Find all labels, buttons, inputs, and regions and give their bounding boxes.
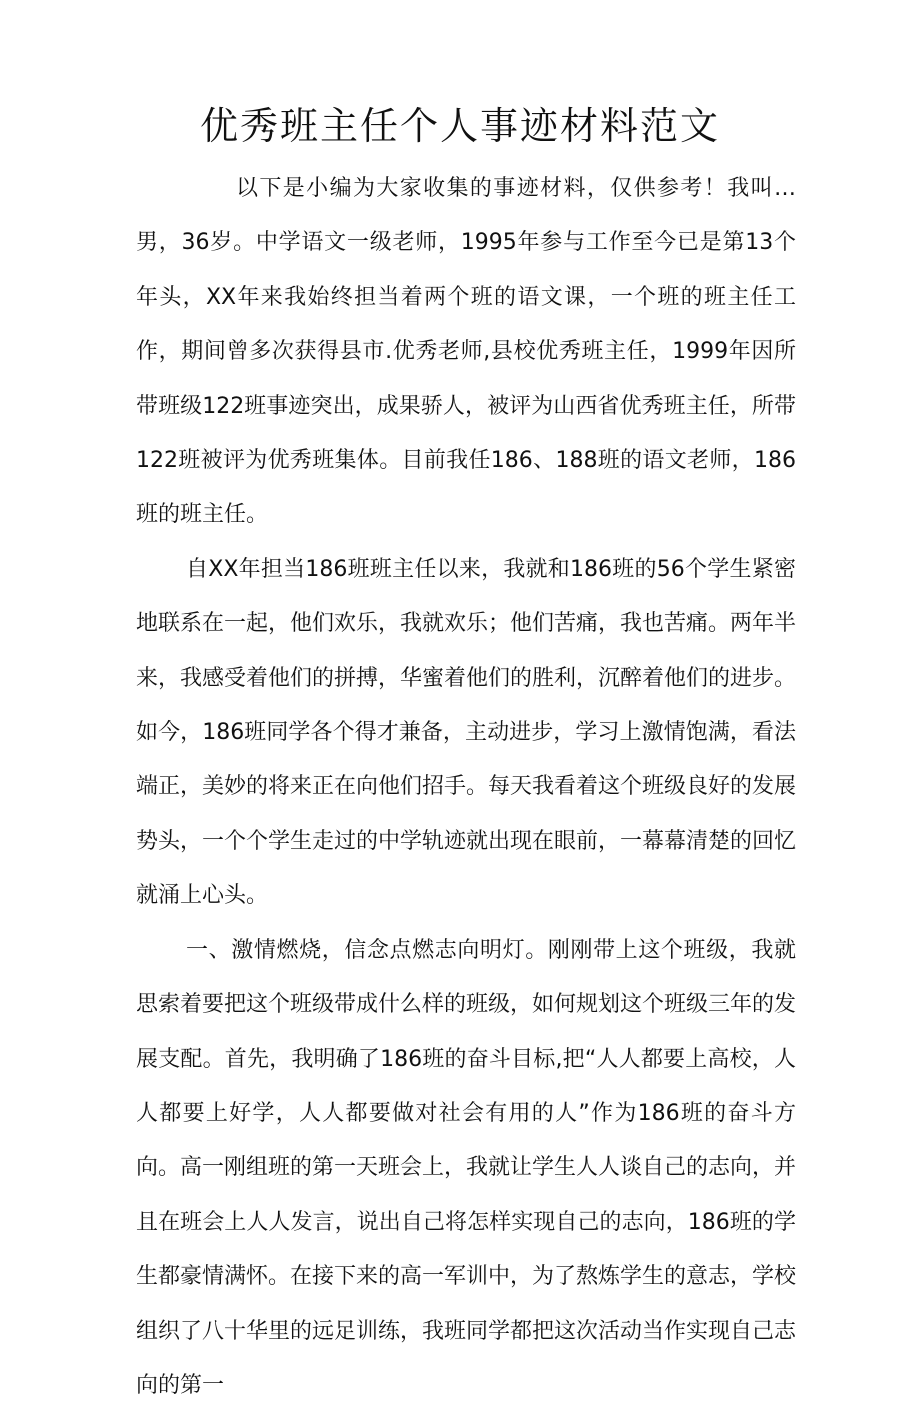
document-title: 优秀班主任个人事迹材料范文 — [199, 104, 720, 148]
paragraph-intro: 以下是小编为大家收集的事迹材料，仅供参考！我叫…男，36岁。中学语文一级老师，1995年参与工作至今已是第13个年头，XX年来我始终担当着两个班的语文课，一个班的班主任工作，期间曾多次获得县市.优秀老师,县校优秀班主任，1999年因所带班级122班事迹突出，成果骄人，被评为山西省优秀班主任，所带122班被评为优秀班集体。目前我任186、188班的语文老师，186班的班主任。 — [136, 176, 796, 528]
paragraph-class-186: 自XX年担当186班班主任以来，我就和186班的56个学生紧密地联系在一起，他们欢乐，我就欢乐；他们苦痛，我也苦痛。两年半来，我感受着他们的拼搏，华蜜着他们的胜利，沉醉着他们的进步。如今，186班同学各个得才兼备，主动进步，学习上激情饱满，看法端正，美妙的将来正在向他们招手。每天我看着这个班级良好的发展势头，一个个学生走过的中学轨迹就出现在眼前，一幕幕清楚的回忆就涌上心头。 — [136, 556, 797, 909]
document-body — [136, 162, 796, 1413]
paragraph-section-one: 一、激情燃烧，信念点燃志向明灯。刚刚带上这个班级，我就思索着要把这个班级带成什么样的班级，如何规划这个班级三年的发展支配。首先，我明确了186班的奋斗目标,把“人人都要上高校，人人都要上好学，人人都要做对社会有用的人”作为186班的奋斗方向。高一刚组班的第一天班会上，我就让学生人人谈自己的志向，并且在班会上人人发言，说出自己将怎样实现自己的志向，186班的学生都豪情满怀。在接下来的高一军训中，为了熬炼学生的意志，学校组织了八十华里的远足训练，我班同学都把这次活动当作实现自己志向的第一 — [136, 937, 797, 1398]
